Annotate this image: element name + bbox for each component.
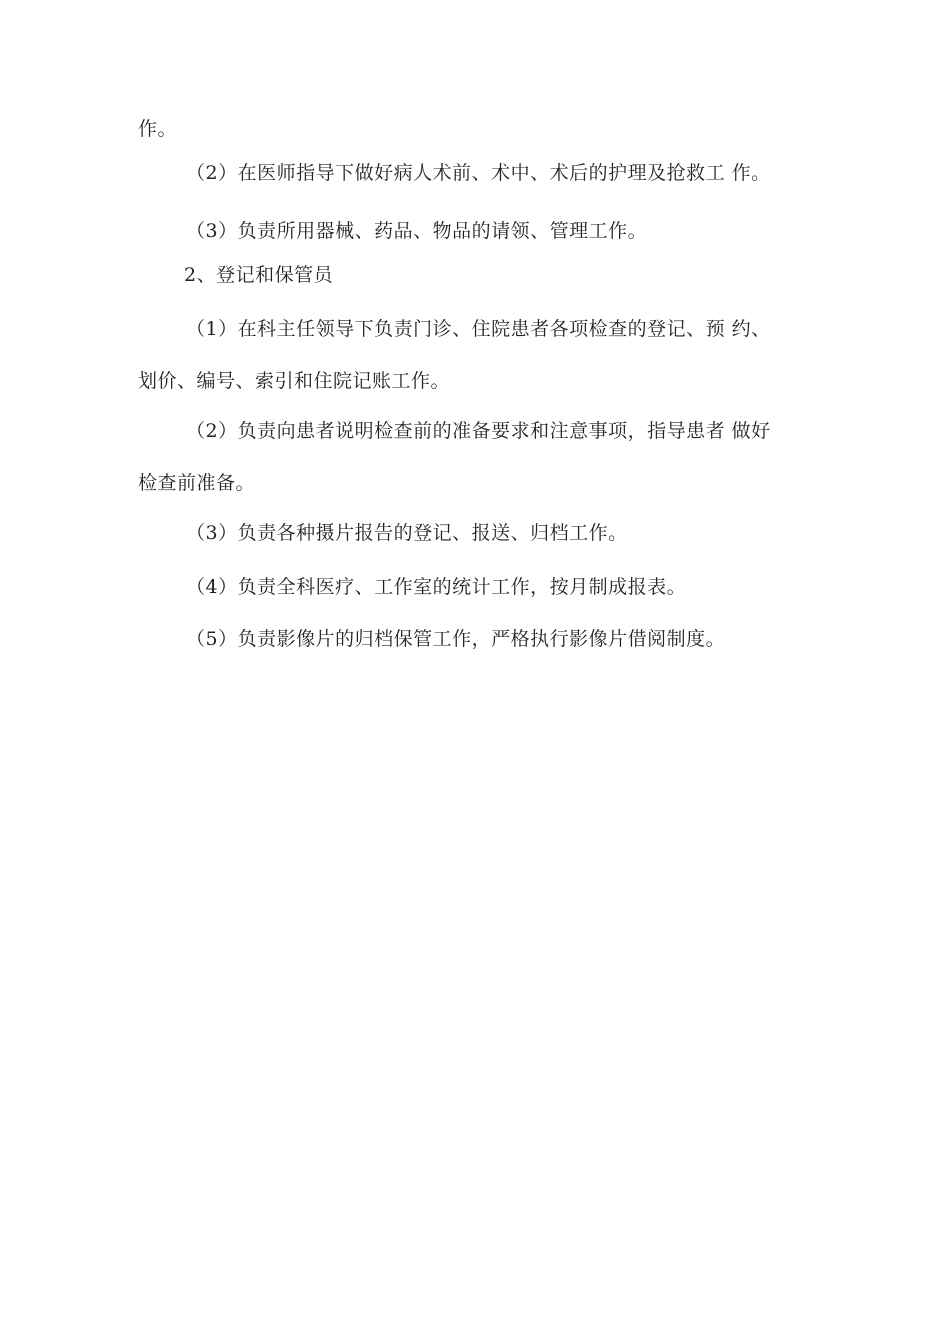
section-heading-registrar: 2、登记和保管员 [184, 264, 334, 286]
text-line-continuation: 作。 [138, 118, 178, 140]
text-line-item-2-registrar-cont: 检查前准备。 [138, 472, 256, 494]
text-line-item-4-registrar: （4）负责全科医疗、工作室的统计工作，按月制成报表。 [186, 576, 687, 598]
text-line-item-2-nurse: （2）在医师指导下做好病人术前、术中、术后的护理及抢救工 作。 [186, 162, 771, 184]
text-line-item-3-nurse: （3）负责所用器械、药品、物品的请领、管理工作。 [186, 220, 648, 242]
text-line-item-3-registrar: （3）负责各种摄片报告的登记、报送、归档工作。 [186, 522, 628, 544]
text-line-item-1-registrar: （1）在科主任领导下负责门诊、住院患者各项检查的登记、预 约、 [186, 318, 771, 340]
text-line-item-5-registrar: （5）负责影像片的归档保管工作，严格执行影像片借阅制度。 [186, 628, 726, 650]
text-line-item-1-registrar-cont: 划价、编号、索引和住院记账工作。 [138, 370, 451, 392]
text-line-item-2-registrar: （2）负责向患者说明检查前的准备要求和注意事项，指导患者 做好 [186, 420, 771, 442]
